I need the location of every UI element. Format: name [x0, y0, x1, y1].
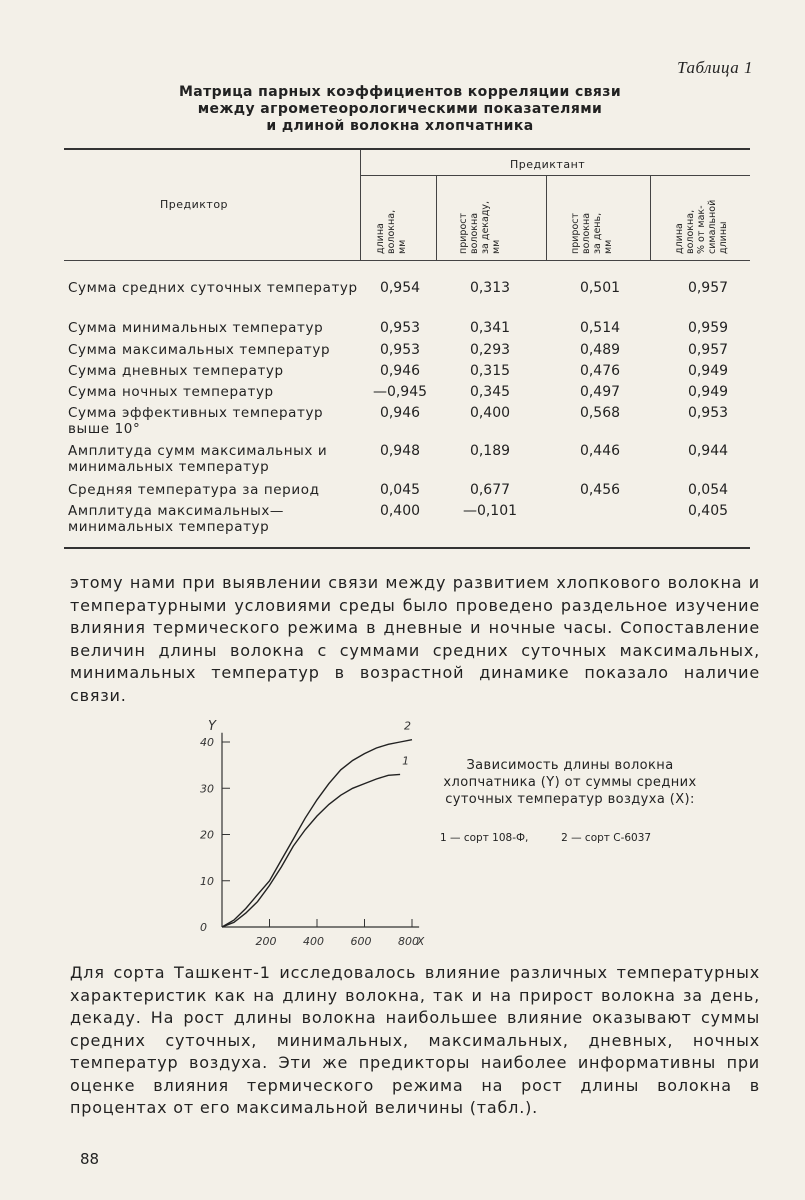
column-header-daily-growth: прирост волокна за день, мм — [570, 212, 614, 254]
figure-legend — [440, 832, 700, 845]
table-cell: 0,489 — [579, 342, 621, 358]
table-cell: 0,957 — [687, 280, 729, 296]
header-divider-3 — [546, 176, 547, 260]
curve-label: 2 — [404, 719, 411, 733]
table-cell: 0,953 — [379, 342, 421, 358]
header-divider-2 — [436, 176, 437, 260]
table-cell: 0,315 — [469, 363, 511, 379]
table-cell: 0,405 — [687, 503, 729, 519]
table-bottom-rule — [64, 547, 750, 549]
table-cell: 0,501 — [579, 280, 621, 296]
table-cell: —0,945 — [372, 384, 428, 400]
table-cell: 0,400 — [379, 503, 421, 519]
table-cell: 0,456 — [579, 482, 621, 498]
y-tick-label: 20 — [200, 828, 214, 842]
table-cell: 0,054 — [687, 482, 729, 498]
table-cell: 0,568 — [579, 405, 621, 421]
x-tick-label: 200 — [255, 935, 277, 948]
table-cell: 0,677 — [469, 482, 511, 498]
paragraph-1: этому нами при выявлении связи между развитием хлопкового волокна и температурными условиями среды было проведено раздельное изучение влияния термического режима в дневные и ночные часы. Сопоставление величин длины волокна с суммами средних суточных максимальных, минимальных температур в возрастной динамике показало наличие связи. — [70, 573, 760, 705]
curve-label: 1 — [402, 754, 410, 768]
table-cell: 0,957 — [687, 342, 729, 358]
table-title-line-2: между агрометеорологическими показателями — [197, 101, 603, 117]
table-row-label: Сумма средних суточных температур — [68, 280, 358, 296]
table-cell: 0,953 — [379, 320, 421, 336]
table-cell: —0,101 — [462, 503, 518, 519]
legend-item-1: 1 — сорт 108-Ф, — [440, 832, 529, 844]
figure-chart — [170, 712, 430, 962]
table-title-line-1: Матрица парных коэффициентов корреляции связи — [178, 84, 622, 100]
table-cell: 0,959 — [687, 320, 729, 336]
y-tick-label: 40 — [200, 736, 214, 749]
y-axis-label: Y — [208, 719, 216, 734]
series-2-line — [222, 740, 412, 927]
y-tick-label: 30 — [200, 782, 214, 796]
column-header-length: длина волокна, мм — [375, 209, 408, 254]
table-row-label: Сумма дневных температур — [68, 363, 284, 379]
table-cell: 0,946 — [379, 405, 421, 421]
table-row-label: Сумма минимальных температур — [68, 320, 324, 336]
table-title-line-3: и длиной волокна хлопчатника — [266, 118, 534, 134]
table-cell: 0,446 — [579, 443, 621, 459]
table-cell: 0,946 — [379, 363, 421, 379]
table-cell: 0,341 — [469, 320, 511, 336]
table-row-label: Сумма ночных температур — [68, 384, 274, 400]
table-cell: 0,189 — [469, 443, 511, 459]
table-cell: 0,345 — [469, 384, 511, 400]
page-number: 88 — [80, 1150, 100, 1168]
table-cell: 0,953 — [687, 405, 729, 421]
header-divider-1 — [360, 150, 361, 260]
table-cell: 0,954 — [379, 280, 421, 296]
table-row-label: Амплитуда сумм максимальных и минимальных температур — [68, 443, 328, 475]
predictant-rule — [360, 175, 750, 176]
y-tick-label: 0 — [200, 921, 207, 934]
table-cell: 0,293 — [469, 342, 511, 358]
y-tick-label: 10 — [200, 874, 214, 888]
table-cell: 0,948 — [379, 443, 421, 459]
table-cell: 0,949 — [687, 363, 729, 379]
x-tick-label: 400 — [303, 935, 324, 948]
table-row-label: Сумма максимальных температур — [68, 342, 331, 358]
table-cell: 0,944 — [687, 443, 729, 459]
table-cell: 0,045 — [379, 482, 421, 498]
table-cell: 0,514 — [579, 320, 621, 336]
table-row-label: Средняя температура за период — [68, 482, 320, 498]
legend-item-2: 2 — сорт С-6037 — [561, 832, 652, 844]
column-header-percent-length: длина волокна, % от мак- симальной длины — [674, 199, 729, 254]
predictant-header: Предиктант — [510, 158, 586, 171]
predictor-header: Предиктор — [160, 198, 229, 211]
header-divider-4 — [650, 176, 651, 260]
table-cell: 0,949 — [687, 384, 729, 400]
table-cell: 0,497 — [579, 384, 621, 400]
table-cell: 0,476 — [579, 363, 621, 379]
x-axis-label: X — [416, 935, 425, 948]
table-cell: 0,400 — [469, 405, 511, 421]
table-top-rule — [64, 148, 750, 150]
paragraph-2: Для сорта Ташкент-1 исследовалось влияние различных температурных характеристик как на длину волокна, так и на прирост волокна за день, декаду. На рост длины волокна наибольшее влияние оказывают суммы средних суточных, минимальных, максимальных, дневных, ночных температур воздуха. Эти же предикторы наиболее информативны при оценке влияния термического режима на рост длины волокна в процентах от его максимальной величины (табл.). — [70, 963, 760, 1117]
table-row-label: Сумма эффективных температур выше 10° — [68, 405, 324, 437]
x-tick-label: 600 — [350, 935, 372, 948]
figure-caption: Зависимость длины волокна хлопчатника (Y) от суммы средних суточных температур воздуха (X): — [443, 758, 697, 807]
table-title — [120, 84, 680, 135]
x-tick-label: 800 — [398, 935, 419, 948]
column-header-decade-growth: прирост волокна за декаду, мм — [458, 200, 502, 254]
table-label: Таблица 1 — [677, 58, 753, 77]
table-row-label: Амплитуда максимальных— минимальных температур — [68, 503, 285, 535]
table-header-rule — [64, 260, 750, 261]
table-cell: 0,313 — [469, 280, 511, 296]
